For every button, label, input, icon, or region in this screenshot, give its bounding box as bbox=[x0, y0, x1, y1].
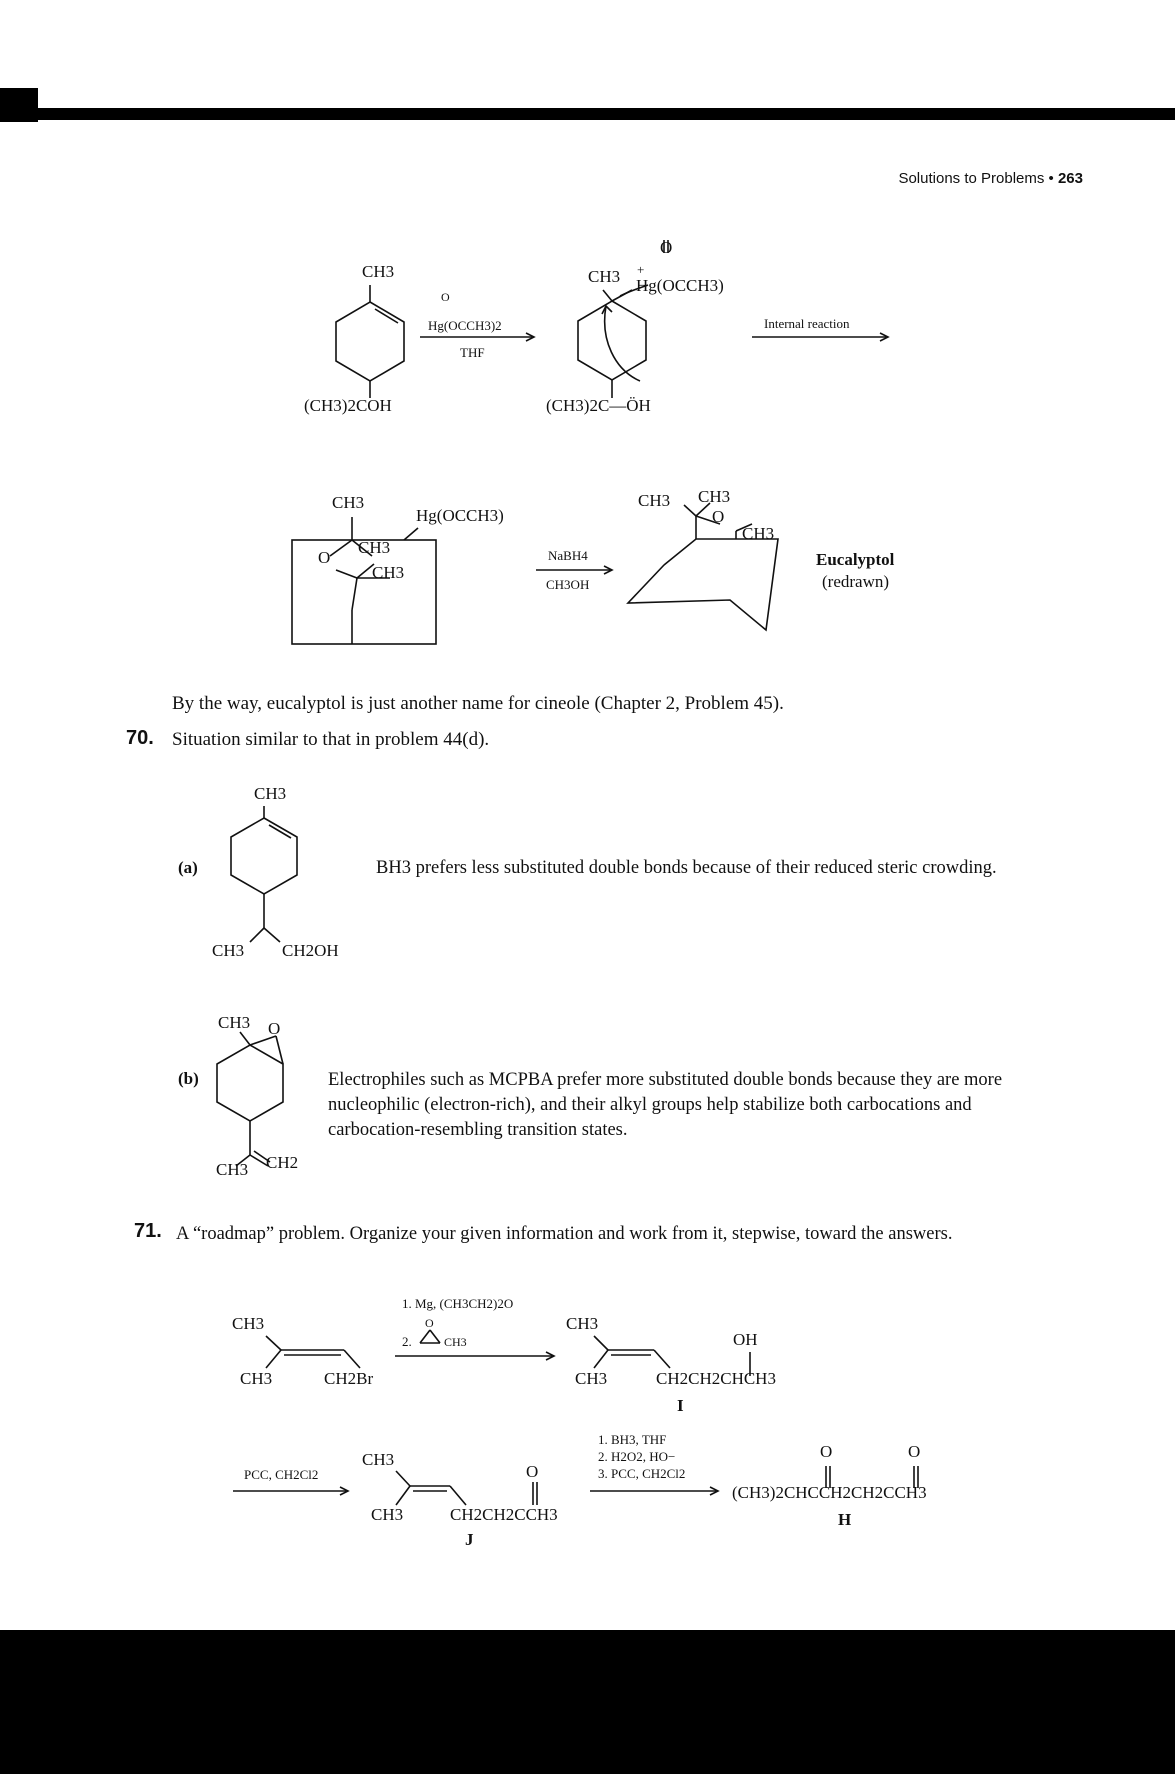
intermediate-charge: + bbox=[637, 262, 645, 277]
p70b-methyl: CH3 bbox=[218, 1013, 251, 1032]
H-label: H bbox=[838, 1510, 852, 1529]
p70a-label: (a) bbox=[178, 858, 198, 877]
p70b-methylene: CH2 bbox=[266, 1153, 299, 1172]
product-ring bbox=[628, 539, 778, 630]
reagent-carbonyl-o: O bbox=[441, 290, 450, 304]
step1-number-2: 2. bbox=[402, 1334, 412, 1349]
J-methyl-bottom: CH3 bbox=[371, 1505, 404, 1524]
sm-methyl-bottom: CH3 bbox=[240, 1369, 273, 1388]
I-methyl-top: CH3 bbox=[566, 1314, 599, 1333]
scan-bottom-border bbox=[0, 1630, 1175, 1774]
p70b-methyl-sub: CH3 bbox=[216, 1160, 249, 1179]
reactant-substituent: (CH3)2COH bbox=[304, 396, 392, 415]
page-number: 263 bbox=[1057, 170, 1083, 187]
p70b-explanation: Electrophiles such as MCPBA prefer more substituted double bonds because they are more nucleophilic (electron-rich), and their alkyl groups help stabilize both carbocations and carbocation-resembling transition states. bbox=[328, 1070, 1003, 1140]
bicyclic-methyl-b: CH3 bbox=[372, 563, 405, 582]
reactant-methyl: CH3 bbox=[362, 262, 395, 281]
problem-70-text: Situation similar to that in problem 44(d). bbox=[172, 729, 490, 750]
p70a-explanation: BH3 prefers less substituted double bonds because of their reduced steric crowding. bbox=[376, 858, 997, 878]
step3-hydroboration: 1. BH3, THF bbox=[598, 1432, 667, 1447]
I-methyl-bottom: CH3 bbox=[575, 1369, 608, 1388]
H-carbonyl-o2: O bbox=[908, 1442, 921, 1461]
sm-methyl-top: CH3 bbox=[232, 1314, 265, 1333]
reagent-mercuric-acetate: Hg(OCCH3)2 bbox=[428, 318, 502, 333]
p70b-epoxide-o: O bbox=[268, 1019, 281, 1038]
reactant-ring bbox=[336, 302, 404, 381]
step1-grignard: 1. Mg, (CH3CH2)2O bbox=[402, 1296, 514, 1311]
p70b-label: (b) bbox=[178, 1069, 199, 1088]
reagent-solvent: THF bbox=[460, 345, 485, 360]
H-carbonyl-o1: O bbox=[820, 1442, 833, 1461]
problem-71-number: 71. bbox=[134, 1220, 162, 1242]
J-carbonyl-o: O bbox=[526, 1462, 539, 1481]
p70b-ring bbox=[217, 1045, 283, 1121]
sm-bromomethyl: CH2Br bbox=[324, 1369, 374, 1388]
p70a-methyl-sub: CH3 bbox=[212, 941, 245, 960]
bicyclic-methyl-a: CH3 bbox=[358, 538, 391, 557]
product-methyl-b: CH3 bbox=[698, 487, 731, 506]
p70a-methyl: CH3 bbox=[254, 784, 287, 803]
intermediate-mercury-group: Hg(OCCH3) bbox=[636, 276, 724, 295]
epoxide-o: O bbox=[425, 1316, 434, 1330]
epoxide-methyl: CH3 bbox=[444, 1335, 467, 1349]
bicyclic-methyl-top: CH3 bbox=[332, 493, 365, 512]
I-chain: CH2CH2CHCH3 bbox=[656, 1369, 776, 1388]
product-name: Eucalyptol bbox=[816, 550, 895, 569]
problem-70-number: 70. bbox=[126, 727, 154, 749]
internal-reaction-label: Internal reaction bbox=[764, 316, 850, 331]
step3-oxidation: 2. H2O2, HO− bbox=[598, 1449, 676, 1464]
intermediate-methyl: CH3 bbox=[588, 267, 621, 286]
reducing-solvent: CH3OH bbox=[546, 577, 590, 592]
problem-71-text: A “roadmap” problem. Organize your given information and work from it, stepwise, toward the answers. bbox=[176, 1224, 953, 1244]
step3-pcc: 3. PCC, CH2Cl2 bbox=[598, 1466, 686, 1481]
p70a-hydroxymethyl: CH2OH bbox=[282, 941, 339, 960]
product-methyl-c: CH3 bbox=[742, 524, 775, 543]
intermediate-carbonyl-o: O bbox=[660, 238, 673, 257]
header-bullet: • bbox=[1048, 170, 1054, 187]
product-methyl-a: CH3 bbox=[638, 491, 671, 510]
step2-pcc: PCC, CH2Cl2 bbox=[244, 1467, 319, 1482]
intermediate-hydroxyl: (CH3)2C—ÖH bbox=[546, 396, 651, 415]
header-title: Solutions to Problems bbox=[898, 170, 1045, 187]
bicyclic-ether-o: O bbox=[318, 548, 331, 567]
I-label: I bbox=[677, 1396, 684, 1415]
eucalyptol-remark: By the way, eucalyptol is just another name for cineole (Chapter 2, Problem 45). bbox=[172, 693, 784, 714]
J-label: J bbox=[465, 1530, 474, 1549]
bicyclic-mercury-group: Hg(OCCH3) bbox=[416, 506, 504, 525]
H-formula: (CH3)2CHCCH2CH2CCH3 bbox=[732, 1483, 927, 1502]
J-methyl-top: CH3 bbox=[362, 1450, 395, 1469]
intermediate-ring bbox=[578, 301, 646, 380]
J-chain: CH2CH2CCH3 bbox=[450, 1505, 558, 1524]
reducing-agent: NaBH4 bbox=[548, 548, 588, 563]
curved-arrow-1 bbox=[605, 306, 640, 381]
product-ether-o: O bbox=[712, 507, 725, 526]
I-hydroxyl: OH bbox=[733, 1330, 758, 1349]
product-note: (redrawn) bbox=[822, 572, 890, 591]
p70a-ring bbox=[231, 818, 297, 894]
